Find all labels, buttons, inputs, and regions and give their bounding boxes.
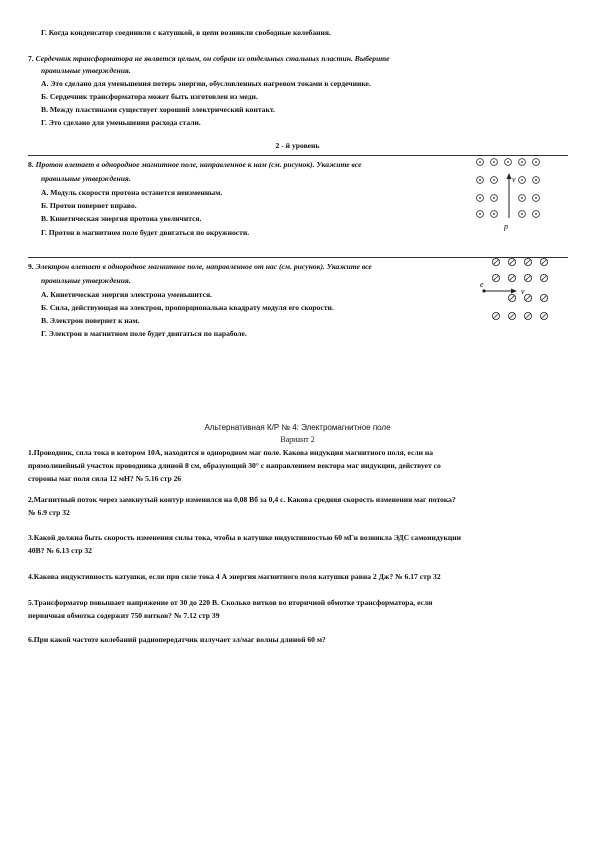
field-dot-center [507, 161, 509, 163]
field-cross-mark [526, 276, 531, 281]
option-q6-g: Г. Когда конденсатор соединили с катушкой, в цепи возникли свободные колебания. [41, 28, 331, 37]
task-line: 1.Проводник, сила тока в котором 10А, находится в однородном маг поле. Какова индукция магнитного поля, если на [28, 448, 434, 457]
proton-field-figure [474, 156, 544, 236]
field-cross-grid [492, 258, 547, 319]
task-line: 40В? № 6.13 стр 32 [28, 546, 92, 555]
field-cross-mark [494, 276, 499, 281]
task-line: № 6.9 стр 32 [28, 508, 70, 517]
option-b: Б. Протон повернет вправо. [41, 201, 137, 210]
option-b: Б. Сила, действующая на электрон, пропорциональна квадрату модуля его скорости. [41, 303, 334, 312]
field-cross-mark [542, 260, 547, 265]
field-dot-center [479, 179, 481, 181]
question-9-text-line2: правильные утверждения. [41, 276, 131, 285]
question-text: Электрон влетает в однородное магнитное поле, направленное от нас (см. рисунок). Укажите все [35, 262, 372, 271]
field-dot-center [521, 179, 523, 181]
field-cross-mark [510, 296, 515, 301]
field-dot-center [535, 161, 537, 163]
option-d: Г. Протон в магнитном поле будет двигаться по окружности. [41, 228, 250, 237]
field-dot-center [535, 213, 537, 215]
field-cross-mark [526, 296, 531, 301]
task-line: стороны маг поля сила 12 мН? № 5.16 стр 26 [28, 474, 182, 483]
task-line: 2.Магнитный поток через замкнутый контур изменился на 0,08 Вб за 0,4 с. Какова средняя скорость изменения маг потока? [28, 495, 456, 504]
question-text: Сердечник трансформатора не является целым, он собран из отдельных стальных пластин. Выберите [35, 54, 390, 63]
question-9-text-line1 [28, 262, 372, 271]
option-a: А. Кинетическая энергия электрона уменьшится. [41, 290, 212, 299]
field-dot-center [493, 197, 495, 199]
field-dot-grid [477, 159, 540, 218]
field-cross-mark [542, 276, 547, 281]
option-c: В. Кинетическая энергия протона увеличится. [41, 214, 202, 223]
field-cross-mark [542, 314, 547, 319]
question-text: Протон влетает в однородное магнитное поле, направленное к нам (см. рисунок). Укажите все [35, 160, 362, 169]
task-line: 5.Трансформатор повышает напряжение от 30 до 220 В. Сколько витков во вторичной обмотке трансформатора, если [28, 598, 433, 607]
proton-label: p [504, 222, 508, 231]
task-line: 6.При какой частоте колебаний радиопередатчик излучает эл/маг волны длиной 60 м? [28, 635, 326, 644]
electron-label: e [480, 280, 484, 289]
option-a: А. Модуль скорости протона останется неизменным. [41, 188, 223, 197]
option-d: Г. Это сделано для уменьшения расхода стали. [41, 118, 201, 127]
variant-title: Вариант 2 [280, 435, 315, 444]
question-8-text-line2: правильные утверждения. [41, 174, 131, 183]
task-line: прямолинейный участок проводника длиной 8 см, образующий 30° с направлением вектора маг индукции, действует со [28, 461, 441, 470]
velocity-label: v [512, 175, 516, 184]
field-dot-center [493, 213, 495, 215]
field-dot-center [535, 197, 537, 199]
field-cross-mark [494, 260, 499, 265]
field-cross-mark [510, 314, 515, 319]
task-line: 4.Какова индуктивность катушки, если при силе тока 4 А энергия магнитного поля катушки равна 2 Дж? № 6.17 стр 32 [28, 572, 441, 581]
field-dot-center [479, 161, 481, 163]
question-8-text-line1 [28, 160, 361, 169]
velocity-arrowhead [511, 289, 517, 294]
question-7-text-line1 [28, 54, 390, 63]
field-cross-mark [510, 260, 515, 265]
option-d: Г. Электрон в магнитном поле будет двигаться по параболе. [41, 329, 247, 338]
field-cross-mark [494, 314, 499, 319]
option-c: В. Электрон повернет к нам. [41, 316, 140, 325]
field-dot-center [493, 179, 495, 181]
field-dot-center [521, 161, 523, 163]
field-cross-mark [542, 296, 547, 301]
task-line: 3.Какой должна быть скорость изменения силы тока, чтобы в катушке индуктивностью 60 мГн возникла ЭДС самоиндукции [28, 533, 461, 542]
task-line: первичная обмотка содержит 750 витков? № 7.12 стр 39 [28, 611, 220, 620]
field-dot-center [521, 213, 523, 215]
field-dot-center [479, 213, 481, 215]
alt-title: Альтернативная К/Р № 4: Электромагнитное поле [204, 423, 391, 432]
question-number: 7. [28, 54, 34, 63]
electron-field-figure [478, 256, 558, 326]
field-cross-mark [510, 276, 515, 281]
velocity-arrowhead [507, 173, 512, 179]
option-c: В. Между пластинами существует хороший электрический контакт. [41, 105, 275, 114]
field-cross-mark [526, 314, 531, 319]
option-b: Б. Сердечник трансформатора может быть изготовлен из меди. [41, 92, 258, 101]
field-cross-mark [526, 260, 531, 265]
level-title: 2 - й уровень [275, 141, 320, 150]
field-dot-center [535, 179, 537, 181]
field-dot-center [521, 197, 523, 199]
field-dot-center [493, 161, 495, 163]
question-7-text-line2: правильные утверждения. [41, 66, 131, 75]
velocity-label: v [521, 287, 525, 296]
question-number: 9. [28, 262, 34, 271]
field-dot-center [479, 197, 481, 199]
question-number: 8. [28, 160, 34, 169]
option-a: А. Это сделано для уменьшения потерь энергии, обусловленных нагревом токами в сердечнике. [41, 79, 371, 88]
